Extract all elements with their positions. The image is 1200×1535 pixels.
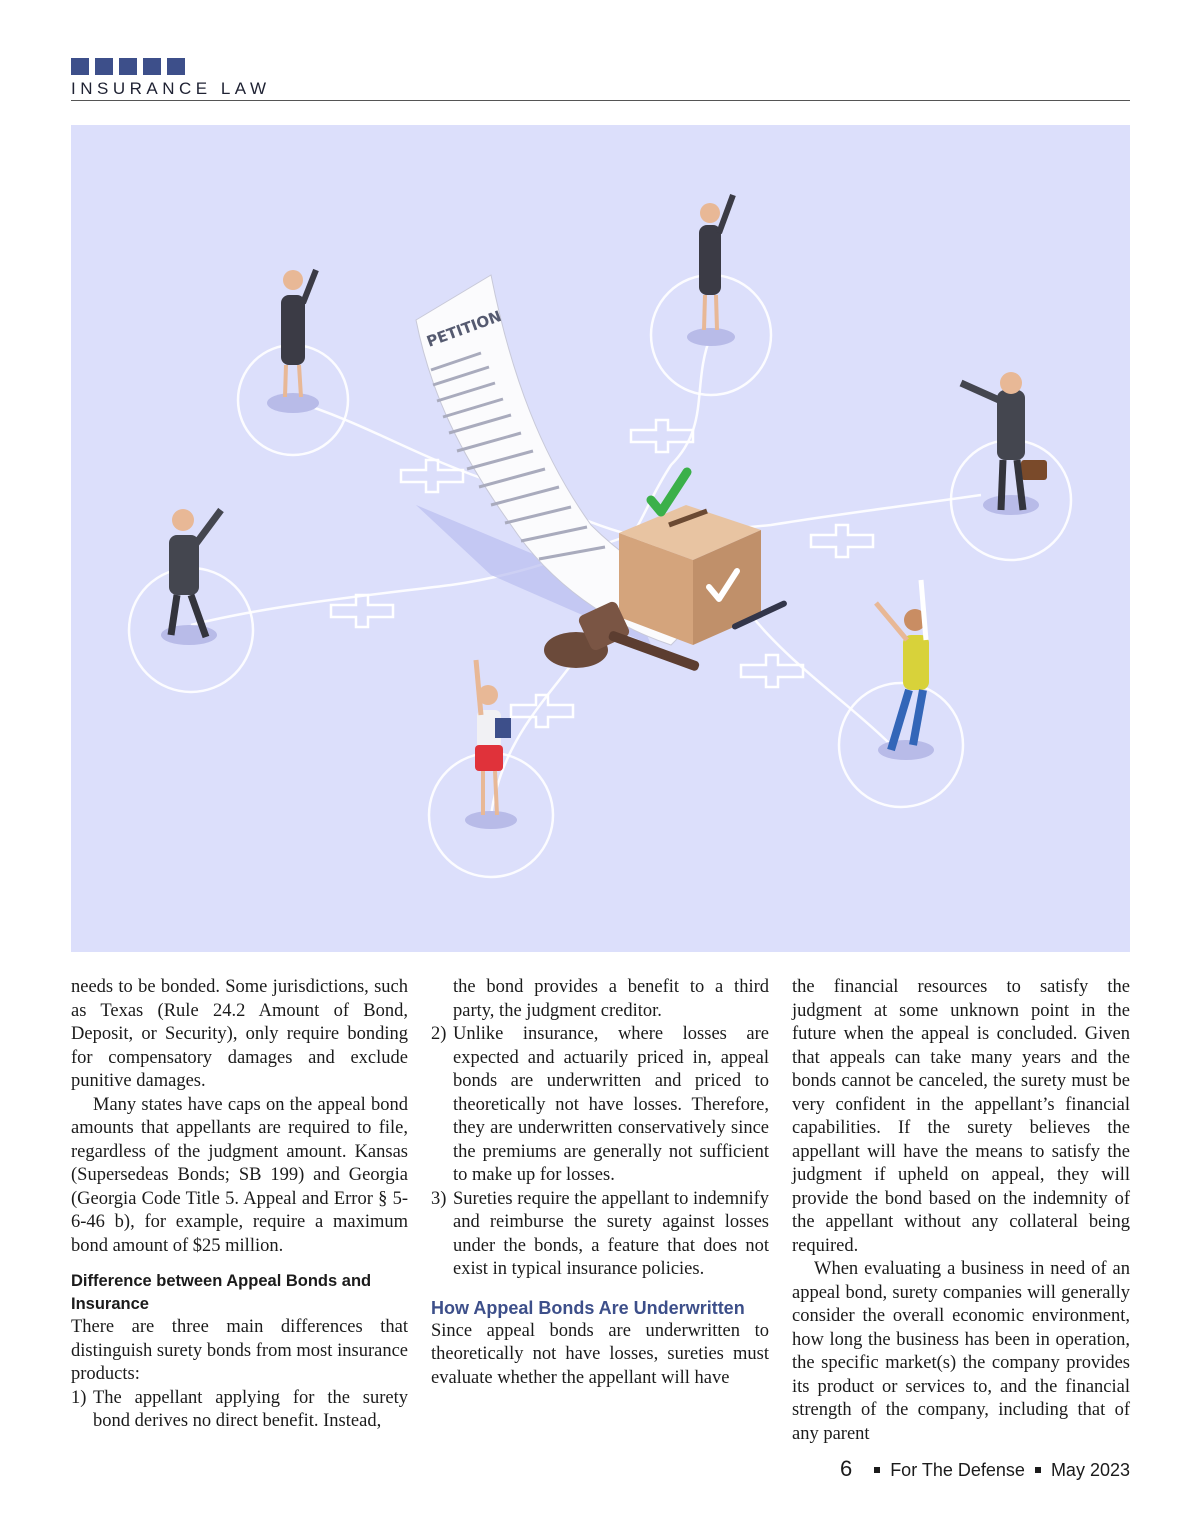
paragraph: There are three main differences that distinguish surety bonds from most insurance products: [71, 1317, 408, 1384]
petition-title: PETITION [424, 307, 504, 351]
paragraph: When evaluating a business in need of an appeal bond, surety companies will generally consider the overall economic environment, how long the business has been in operation, the specific market(s) the company provides its product or services to, and the financial strength of the company, including that of any parent [792, 1259, 1130, 1444]
paragraph: Since appeal bonds are underwritten to theoretically not have losses, sureties must evaluate whether the appellant will have [431, 1320, 769, 1388]
article-illustration [71, 125, 1130, 952]
list-item [431, 1188, 769, 1282]
header-rule [71, 100, 1130, 101]
subheading: How Appeal Bonds Are Underwritten [431, 1297, 745, 1318]
list-item [71, 1387, 408, 1434]
subheading: Difference between Appeal Bonds and Insurance [71, 1272, 372, 1313]
publication-name: For The Defense [890, 1460, 1025, 1480]
issue-date: May 2023 [1050, 1460, 1130, 1480]
list-text: Sureties require the appellant to indemnify and reimburse the surety against losses under the bonds, a feature that does not exist in typical insurance policies. [453, 1188, 769, 1279]
list-number: 3) [431, 1188, 447, 1209]
column-1 [71, 976, 408, 1434]
figure-woman-top [687, 195, 735, 346]
list-number: 1) [71, 1387, 87, 1408]
list-text: The appellant applying for the surety bond derives no direct benefit. Instead, [93, 1387, 408, 1431]
paragraph: Many states have caps on the appeal bond amounts that appellants are required to file, regardless of the judgment amount. Kansas (Supersedeas Bonds; SB 199) and Georgia (Georgia Code Title 5. Appeal and Error § 5-6-46 b), for example, require a maximum bond amount of $25 million. [71, 1094, 408, 1256]
column-2 [431, 976, 769, 1390]
section-marker-squares [71, 58, 185, 75]
figure-woman-bottom [465, 660, 517, 829]
page-footer [840, 1456, 1130, 1482]
list-item [431, 1023, 769, 1188]
page-number: 6 [839, 1456, 853, 1481]
footer-separator [874, 1467, 880, 1473]
section-label: INSURANCE LAW [71, 79, 271, 98]
list-item [431, 976, 769, 1023]
list-number: 2) [431, 1024, 447, 1044]
column-3 [792, 976, 1130, 1446]
list-text: the bond provides a benefit to a third party, the judgment creditor. [453, 977, 769, 1021]
figure-man-yellow-vest [876, 580, 934, 760]
paragraph: the financial resources to satisfy the judgment at some unknown point in the future when the appeal is concluded. Given that appeals can take many years and the bonds cannot be canceled, the surety must be very confident in the appellant’s financial capabilities. If the surety believes the appellant will have the means to satisfy the judgment if upheld on appeal, they will provide the bond based on the indemnity of the appellant without any collateral being required. [792, 977, 1130, 1256]
paragraph: needs to be bonded. Some jurisdictions, such as Texas (Rule 24.2 Amount of Bond, Deposit, or Security), only require bonding for compensatory damages and exclude punitive damages. [71, 977, 408, 1091]
list-text: Unlike insurance, where losses are expected and actuarily priced in, appeal bonds are underwritten and priced to theoretically not have losses. Therefore, they are underwritten conservatively since the premiums are generally not sufficient to make up for losses. [453, 1024, 769, 1185]
footer-separator [1035, 1467, 1041, 1473]
figure-woman-top-left [267, 270, 319, 413]
